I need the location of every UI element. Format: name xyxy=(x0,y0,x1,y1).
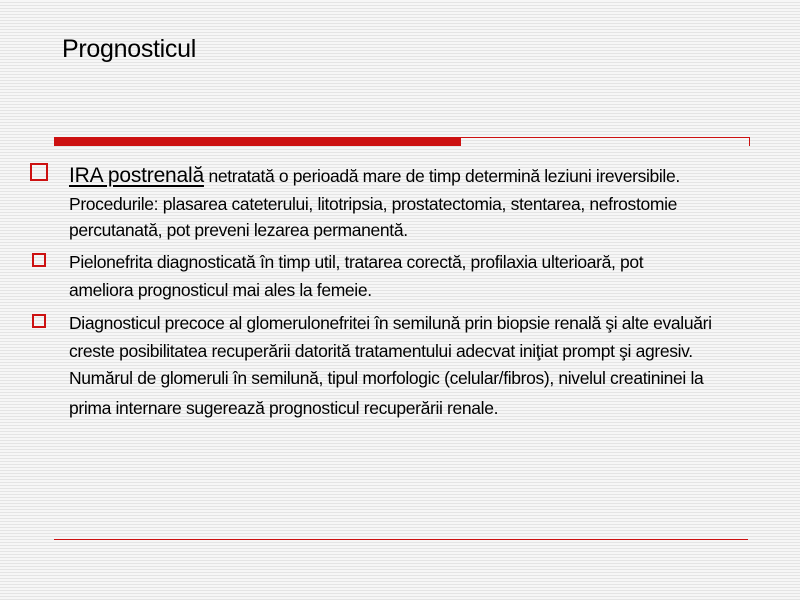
title-divider-thin xyxy=(461,137,750,138)
title-divider-end-tick xyxy=(749,137,750,146)
bullet-lead-term: IRA postrenală xyxy=(69,164,204,187)
bullet-line: Diagnosticul precoce al glomerulonefritei în semilună prin biopsie renală şi alte evaluări xyxy=(69,313,712,333)
hollow-square-icon xyxy=(32,314,46,328)
title-divider-thick xyxy=(54,137,461,146)
bullet-line: creste posibilitatea recuperării datorită tratamentului adecvat iniţiat prompt şi agresiv. xyxy=(69,341,693,361)
bullet-line: prima internare sugerează prognosticul recuperării renale. xyxy=(69,398,499,418)
bullet-line: percutanată, pot preveni lezarea permanentă. xyxy=(69,220,408,240)
hollow-square-icon xyxy=(32,253,46,267)
hollow-square-icon xyxy=(30,163,48,181)
slide-title: Prognosticul xyxy=(62,35,196,63)
footer-divider xyxy=(54,539,748,540)
bullet-line xyxy=(69,160,680,192)
bullet-line: ameliora prognosticul mai ales la femeie. xyxy=(69,280,372,300)
bullet-line: Numărul de glomeruli în semilună, tipul morfologic (celular/fibros), nivelul creatininei la xyxy=(69,368,704,388)
bullet-line: Procedurile: plasarea cateterului, litotripsia, prostatectomia, stentarea, nefrostomie xyxy=(69,194,677,214)
bullet-line-rest: netratată o perioadă mare de timp determină leziuni ireversibile. xyxy=(203,166,680,186)
bullet-line: Pielonefrita diagnosticată în timp util, tratarea corectă, profilaxia ulterioară, pot xyxy=(69,252,644,272)
